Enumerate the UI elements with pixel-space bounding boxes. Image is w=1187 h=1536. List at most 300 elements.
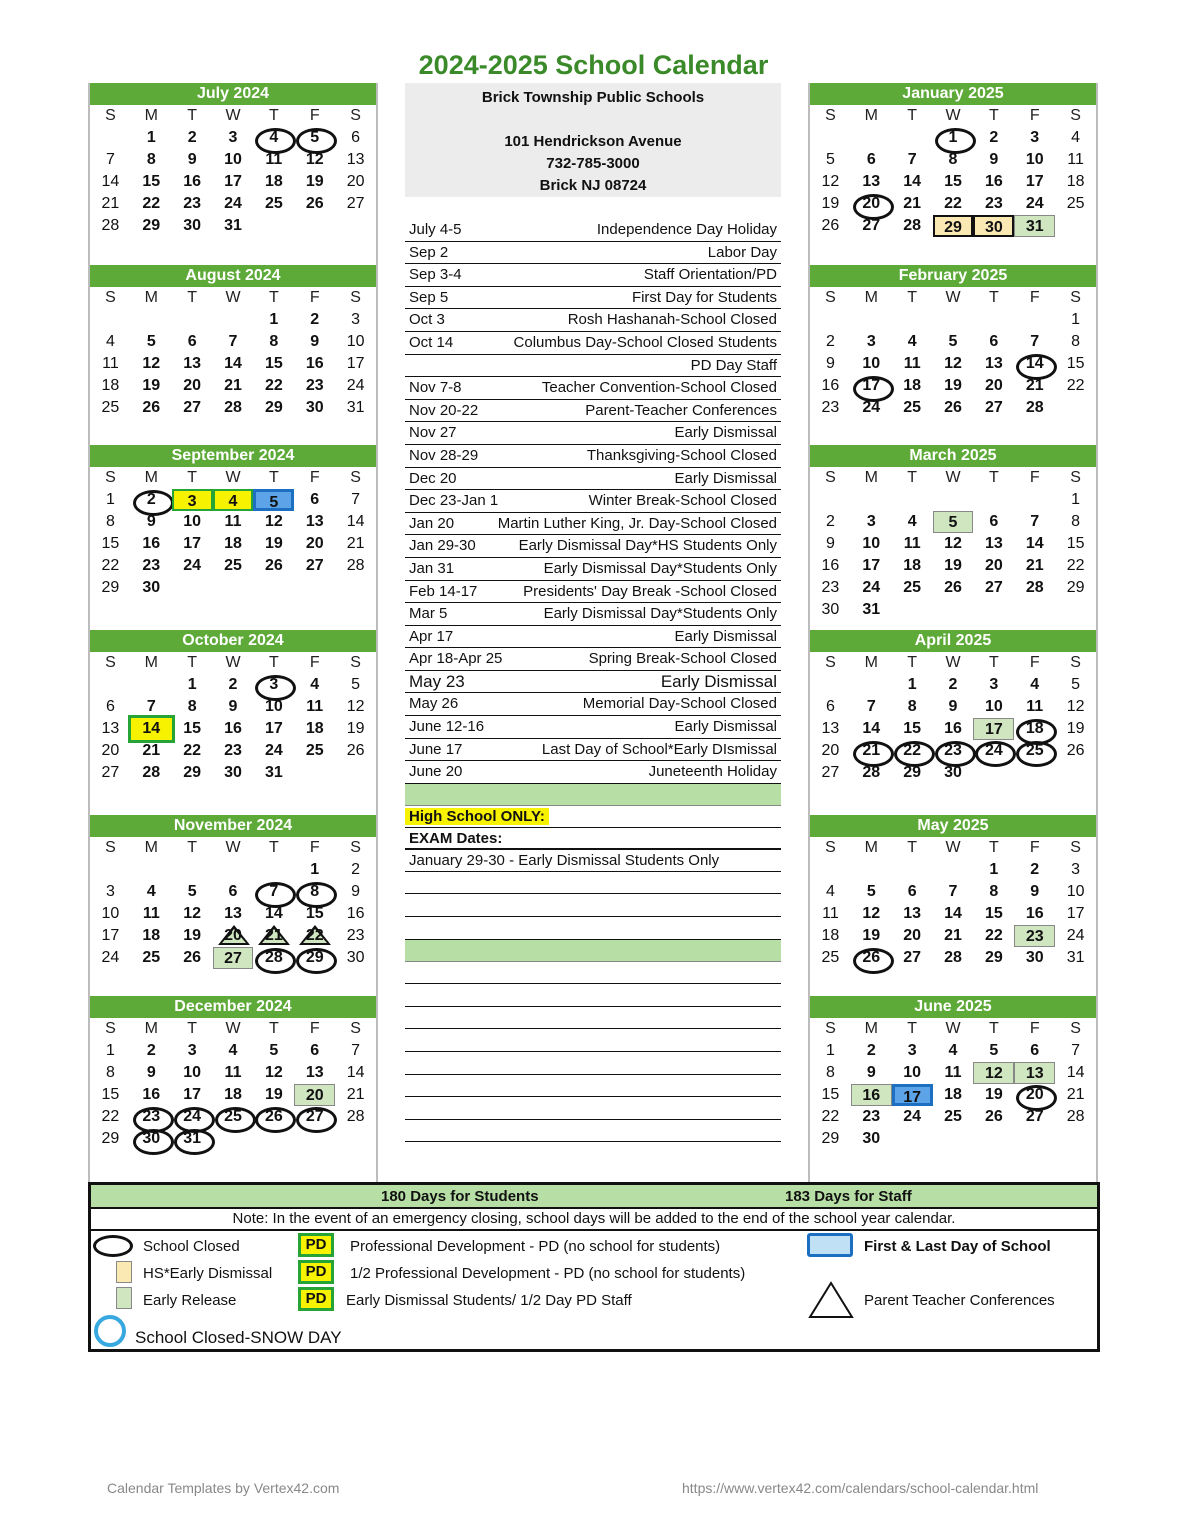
day-cell: 30 xyxy=(131,1128,172,1150)
event-date: Feb 14-17 xyxy=(409,582,478,600)
weekday-label: W xyxy=(945,469,961,486)
day-cell: 5 xyxy=(351,676,361,693)
event-name: Early Dismissal xyxy=(660,671,777,691)
day-cell: 26 xyxy=(821,217,840,234)
day-cell: 3 xyxy=(105,883,115,900)
blank-line xyxy=(405,1052,781,1075)
day-cell: 8 xyxy=(269,333,279,350)
day-cell: 11 xyxy=(1026,698,1044,715)
weekday-header xyxy=(90,1018,376,1040)
empty-day xyxy=(253,577,294,599)
day-cell: 6 xyxy=(187,333,197,350)
day-cell: 10 xyxy=(224,151,242,168)
day-cell: 5 xyxy=(294,127,335,149)
weekday-label: S xyxy=(825,289,836,306)
day-cell: 28 xyxy=(1025,579,1044,596)
week-row xyxy=(810,215,1096,237)
day-cell: 22 xyxy=(1066,377,1085,394)
hs-early-swatch xyxy=(116,1261,132,1283)
week-row xyxy=(810,127,1096,149)
week-row xyxy=(810,353,1096,375)
weekday-header xyxy=(90,467,376,489)
day-cell: 3 xyxy=(187,1042,197,1059)
weekday-label: S xyxy=(350,839,361,856)
day-cell: 6 xyxy=(825,698,835,715)
event-row xyxy=(405,422,781,445)
events-list xyxy=(405,219,781,784)
day-cell: 13 xyxy=(1014,1062,1055,1084)
weekday-label: M xyxy=(144,839,158,856)
day-cell: 10 xyxy=(862,355,881,372)
month-august-2024 xyxy=(90,265,376,419)
day-cell: 27 xyxy=(821,764,840,781)
day-cell: 11 xyxy=(265,151,283,168)
weekday-label: W xyxy=(225,654,241,671)
day-cell: 4 xyxy=(213,489,254,511)
day-cell: 19 xyxy=(305,173,324,190)
day-cell: 3 xyxy=(1030,129,1040,146)
week-row xyxy=(810,489,1096,511)
week-row xyxy=(90,740,376,762)
weekday-label: T xyxy=(988,1020,999,1037)
weekday-label: S xyxy=(1070,469,1081,486)
event-date: Jan 20 xyxy=(409,514,455,532)
weekday-label: T xyxy=(988,107,999,124)
empty-day xyxy=(851,127,892,149)
event-name: Memorial Day-School Closed xyxy=(582,695,777,713)
day-cell: 21 xyxy=(1066,1086,1085,1103)
day-cell: 11 xyxy=(306,698,324,715)
day-cell: 20 xyxy=(851,193,892,215)
day-cell: 2 xyxy=(1030,861,1040,878)
week-row xyxy=(90,489,376,511)
day-cell: 23 xyxy=(933,740,974,762)
week-row xyxy=(810,555,1096,577)
day-cell: 1 xyxy=(105,491,115,508)
day-cell: 27 xyxy=(1025,1108,1044,1125)
legend-school-closed: School Closed xyxy=(143,1238,240,1255)
week-row xyxy=(90,331,376,353)
day-cell: 29 xyxy=(183,764,202,781)
day-cell: 30 xyxy=(1025,949,1044,966)
day-cell: 22 xyxy=(892,740,933,762)
week-row xyxy=(810,331,1096,353)
day-cell: 6 xyxy=(310,491,320,508)
week-row xyxy=(90,555,376,577)
day-cell: 20 xyxy=(101,742,120,759)
event-date: June 17 xyxy=(409,740,463,758)
day-cell: 12 xyxy=(305,151,324,168)
day-cell: 19 xyxy=(264,1086,283,1103)
day-cell: 1 xyxy=(907,676,917,693)
empty-day xyxy=(213,1128,254,1150)
empty-day xyxy=(851,309,892,331)
empty-day xyxy=(90,859,131,881)
green-divider xyxy=(405,784,781,806)
event-date: Oct 14 xyxy=(409,333,454,351)
day-cell: 22 xyxy=(264,377,283,394)
day-cell: 23 xyxy=(862,1108,881,1125)
event-row xyxy=(405,490,781,513)
early-release-swatch xyxy=(116,1287,132,1309)
week-row xyxy=(90,511,376,533)
day-cell: 27 xyxy=(984,579,1003,596)
empty-day xyxy=(213,309,254,331)
day-cell: 6 xyxy=(228,883,238,900)
day-cell: 10 xyxy=(264,698,283,715)
week-row xyxy=(810,881,1096,903)
day-cell: 23 xyxy=(346,927,365,944)
day-cell: 28 xyxy=(862,764,881,781)
day-cell: 15 xyxy=(142,173,161,190)
weekday-label: T xyxy=(268,469,279,486)
weekday-label: S xyxy=(105,289,116,306)
legend-hs-early: HS*Early Dismissal xyxy=(143,1265,273,1282)
event-date: Apr 17 xyxy=(409,627,454,645)
day-cell: 25 xyxy=(213,1106,254,1128)
day-cell: 27 xyxy=(984,399,1003,416)
day-cell: 12 xyxy=(264,513,283,530)
day-cell: 10 xyxy=(1066,883,1085,900)
day-cell: 20 xyxy=(213,925,254,947)
day-cell: 7 xyxy=(351,1042,361,1059)
weekday-header xyxy=(810,652,1096,674)
month-july-2024 xyxy=(90,83,376,237)
day-cell: 30 xyxy=(944,764,962,781)
weekday-label: M xyxy=(144,654,158,671)
blank-line xyxy=(405,984,781,1007)
day-cell: 19 xyxy=(1066,720,1085,737)
month-january-2025 xyxy=(810,83,1096,237)
weekday-header xyxy=(810,1018,1096,1040)
event-row xyxy=(405,581,781,604)
day-cell: 1 xyxy=(146,129,156,146)
day-cell: 13 xyxy=(821,720,840,737)
day-cell: 27 xyxy=(183,399,202,416)
week-row xyxy=(810,533,1096,555)
empty-day xyxy=(1014,489,1055,511)
day-cell: 11 xyxy=(102,355,119,372)
green-divider xyxy=(405,940,781,962)
weekday-label: T xyxy=(268,654,279,671)
event-name: Spring Break-School Closed xyxy=(588,650,777,668)
empty-day xyxy=(810,489,851,511)
event-date: Sep 5 xyxy=(409,288,449,306)
weekday-label: T xyxy=(988,654,999,671)
day-cell: 23 xyxy=(984,195,1003,212)
day-cell: 26 xyxy=(984,1108,1003,1125)
weekday-label: S xyxy=(105,839,116,856)
weekday-label: W xyxy=(225,839,241,856)
day-cell: 21 xyxy=(346,1086,365,1103)
blank-line xyxy=(405,962,781,985)
day-cell: 28 xyxy=(944,949,962,966)
weekday-label: F xyxy=(309,289,320,306)
day-cell: 20 xyxy=(294,1084,335,1106)
day-cell: 26 xyxy=(264,557,283,574)
day-cell: 17 xyxy=(101,927,120,944)
month-february-2025 xyxy=(810,265,1096,419)
day-cell: 20 xyxy=(903,927,922,944)
week-row xyxy=(90,127,376,149)
weekday-label: S xyxy=(105,654,116,671)
empty-day xyxy=(1014,1128,1055,1150)
event-name: Last Day of School*Early DIsmissal xyxy=(541,740,777,758)
weekday-label: M xyxy=(864,1020,878,1037)
event-name: Rosh Hashanah-School Closed xyxy=(567,311,777,329)
weekday-label: M xyxy=(864,654,878,671)
day-cell: 1 xyxy=(187,676,197,693)
day-cell: 17 xyxy=(224,173,242,190)
day-cell: 25 xyxy=(944,1108,962,1125)
day-cell: 26 xyxy=(1066,742,1085,759)
empty-day xyxy=(213,577,254,599)
day-cell: 8 xyxy=(825,1064,835,1081)
event-name: Parent-Teacher Conferences xyxy=(585,401,777,419)
day-cell: 1 xyxy=(105,1042,115,1059)
day-cell: 31 xyxy=(1066,949,1085,966)
day-cell: 22 xyxy=(142,195,161,212)
day-cell: 28 xyxy=(1066,1108,1085,1125)
weekday-label: T xyxy=(187,107,198,124)
day-cell: 9 xyxy=(146,513,156,530)
empty-day xyxy=(213,859,254,881)
legend-first-last: First & Last Day of School xyxy=(864,1238,1051,1255)
day-cell: 2 xyxy=(989,129,999,146)
weekday-header xyxy=(90,287,376,309)
day-cell: 30 xyxy=(224,764,242,781)
day-cell: 10 xyxy=(984,698,1003,715)
empty-day xyxy=(1055,762,1096,784)
day-cell: 16 xyxy=(984,173,1003,190)
weekday-label: T xyxy=(187,839,198,856)
day-cell: 2 xyxy=(310,311,320,328)
day-cell: 23 xyxy=(1014,925,1055,947)
day-cell: 18 xyxy=(142,927,161,944)
legend-ptc: Parent Teacher Conferences xyxy=(864,1292,1055,1309)
day-cell: 19 xyxy=(984,1086,1003,1103)
day-cell: 5 xyxy=(1071,676,1081,693)
day-cell: 8 xyxy=(187,698,197,715)
day-cell: 24 xyxy=(1025,195,1044,212)
day-cell: 29 xyxy=(294,947,335,969)
day-cell: 8 xyxy=(146,151,156,168)
day-cell: 7 xyxy=(907,151,917,168)
day-cell: 26 xyxy=(851,947,892,969)
day-cell: 24 xyxy=(346,377,365,394)
week-row xyxy=(90,1062,376,1084)
legend-early-release: Early Release xyxy=(143,1292,237,1309)
day-cell: 24 xyxy=(172,1106,213,1128)
day-cell: 20 xyxy=(305,535,324,552)
day-cell: 8 xyxy=(948,151,958,168)
empty-day xyxy=(892,599,933,621)
days-staff: 183 Days for Staff xyxy=(785,1188,912,1205)
event-row xyxy=(405,693,781,716)
blank-line xyxy=(405,1097,781,1120)
month-october-2024 xyxy=(90,630,376,784)
day-cell: 6 xyxy=(866,151,876,168)
week-row xyxy=(810,740,1096,762)
day-cell: 24 xyxy=(1066,927,1085,944)
week-row xyxy=(810,696,1096,718)
day-cell: 6 xyxy=(351,129,361,146)
day-cell: 20 xyxy=(346,173,365,190)
day-cell: 29 xyxy=(264,399,283,416)
week-row xyxy=(90,674,376,696)
day-cell: 13 xyxy=(862,173,881,190)
event-date: June 12-16 xyxy=(409,718,485,736)
empty-day xyxy=(851,674,892,696)
right-calendar-column xyxy=(808,83,1098,1183)
weekday-label: M xyxy=(144,469,158,486)
day-cell: 12 xyxy=(821,173,840,190)
day-cell: 18 xyxy=(903,557,922,574)
weekday-label: S xyxy=(1070,107,1081,124)
week-row xyxy=(810,599,1096,621)
day-cell: 26 xyxy=(305,195,324,212)
event-name: Presidents' Day Break -School Closed xyxy=(523,582,777,600)
event-row xyxy=(405,716,781,739)
empty-day xyxy=(973,1128,1014,1150)
weekday-label: M xyxy=(864,839,878,856)
events-column xyxy=(405,83,781,1142)
empty-day xyxy=(90,127,131,149)
day-cell: 29 xyxy=(821,1130,840,1147)
day-cell: 17 xyxy=(851,375,892,397)
day-cell: 15 xyxy=(1066,535,1085,552)
day-cell: 7 xyxy=(146,698,156,715)
day-cell: 3 xyxy=(351,311,361,328)
day-cell: 11 xyxy=(224,1064,242,1081)
day-cell: 8 xyxy=(105,513,115,530)
day-cell: 2 xyxy=(866,1042,876,1059)
day-cell: 25 xyxy=(903,579,922,596)
day-cell: 25 xyxy=(142,949,161,966)
empty-day xyxy=(335,762,376,784)
weekday-label: W xyxy=(945,654,961,671)
day-cell: 29 xyxy=(933,215,974,237)
weekday-label: W xyxy=(225,469,241,486)
week-row xyxy=(90,903,376,925)
event-row xyxy=(405,377,781,400)
weekday-label: T xyxy=(988,469,999,486)
day-cell: 9 xyxy=(825,355,835,372)
day-cell: 18 xyxy=(224,1086,242,1103)
week-row xyxy=(810,903,1096,925)
empty-day xyxy=(90,309,131,331)
week-row xyxy=(90,718,376,740)
day-cell: 12 xyxy=(346,698,365,715)
day-cell: 8 xyxy=(105,1064,115,1081)
day-cell: 18 xyxy=(101,377,120,394)
day-cell: 3 xyxy=(866,513,876,530)
empty-day xyxy=(131,859,172,881)
week-row xyxy=(90,533,376,555)
legend-snow-day: School Closed-SNOW DAY xyxy=(135,1328,342,1347)
day-cell: 27 xyxy=(101,764,120,781)
day-cell: 25 xyxy=(1014,740,1055,762)
week-row xyxy=(810,1128,1096,1150)
day-cell: 19 xyxy=(346,720,365,737)
week-row xyxy=(810,1062,1096,1084)
day-cell: 10 xyxy=(183,513,202,530)
weekday-label: S xyxy=(825,469,836,486)
day-cell: 12 xyxy=(862,905,881,922)
day-cell: 4 xyxy=(1030,676,1040,693)
weekday-label: T xyxy=(907,289,918,306)
day-cell: 11 xyxy=(142,905,160,922)
day-cell: 17 xyxy=(973,718,1014,740)
day-cell: 17 xyxy=(892,1084,933,1106)
footer-url[interactable]: https://www.vertex42.com/calendars/school-calendar.html xyxy=(682,1480,1039,1496)
event-date: Dec 20 xyxy=(409,469,457,487)
weekday-label: T xyxy=(187,289,198,306)
event-row xyxy=(405,603,781,626)
event-name: Labor Day xyxy=(707,243,777,261)
weekday-label: T xyxy=(907,654,918,671)
day-cell: 4 xyxy=(146,883,156,900)
event-row xyxy=(405,332,781,355)
weekday-label: S xyxy=(825,1020,836,1037)
day-cell: 5 xyxy=(948,333,958,350)
day-cell: 9 xyxy=(948,698,958,715)
day-cell: 26 xyxy=(183,949,202,966)
triangle-icon xyxy=(808,1281,854,1319)
blank-line xyxy=(405,1075,781,1098)
day-cell: 31 xyxy=(862,601,881,618)
month-title: March 2025 xyxy=(810,445,1096,467)
day-cell: 6 xyxy=(1030,1042,1040,1059)
legend-pd: Professional Development - PD (no school for students) xyxy=(350,1238,721,1255)
month-title: August 2024 xyxy=(90,265,376,287)
weekday-label: F xyxy=(1029,107,1040,124)
day-cell: 30 xyxy=(142,579,161,596)
event-row xyxy=(405,761,781,784)
month-title: April 2025 xyxy=(810,630,1096,652)
week-row xyxy=(810,577,1096,599)
empty-day xyxy=(253,859,294,881)
week-row xyxy=(90,375,376,397)
day-cell: 9 xyxy=(866,1064,876,1081)
day-cell: 11 xyxy=(1067,151,1084,168)
day-cell: 16 xyxy=(142,535,161,552)
day-cell: 2 xyxy=(131,489,172,511)
day-cell: 29 xyxy=(101,1130,120,1147)
day-cell: 22 xyxy=(183,742,202,759)
week-row xyxy=(90,171,376,193)
weekday-header xyxy=(810,287,1096,309)
day-cell: 24 xyxy=(862,399,881,416)
weekday-header xyxy=(90,652,376,674)
day-cell: 30 xyxy=(821,601,840,618)
day-cell: 5 xyxy=(146,333,156,350)
week-row xyxy=(810,511,1096,533)
day-cell: 25 xyxy=(821,949,840,966)
event-name: Winter Break-School Closed xyxy=(588,492,777,510)
week-row xyxy=(810,149,1096,171)
day-cell: 22 xyxy=(1066,557,1085,574)
day-cell: 3 xyxy=(989,676,999,693)
month-november-2024 xyxy=(90,815,376,969)
weekday-label: M xyxy=(144,1020,158,1037)
week-row xyxy=(90,947,376,969)
day-cell: 21 xyxy=(944,927,962,944)
weekday-label: W xyxy=(945,289,961,306)
event-row xyxy=(405,445,781,468)
day-cell: 21 xyxy=(1025,557,1044,574)
weekday-label: T xyxy=(268,107,279,124)
